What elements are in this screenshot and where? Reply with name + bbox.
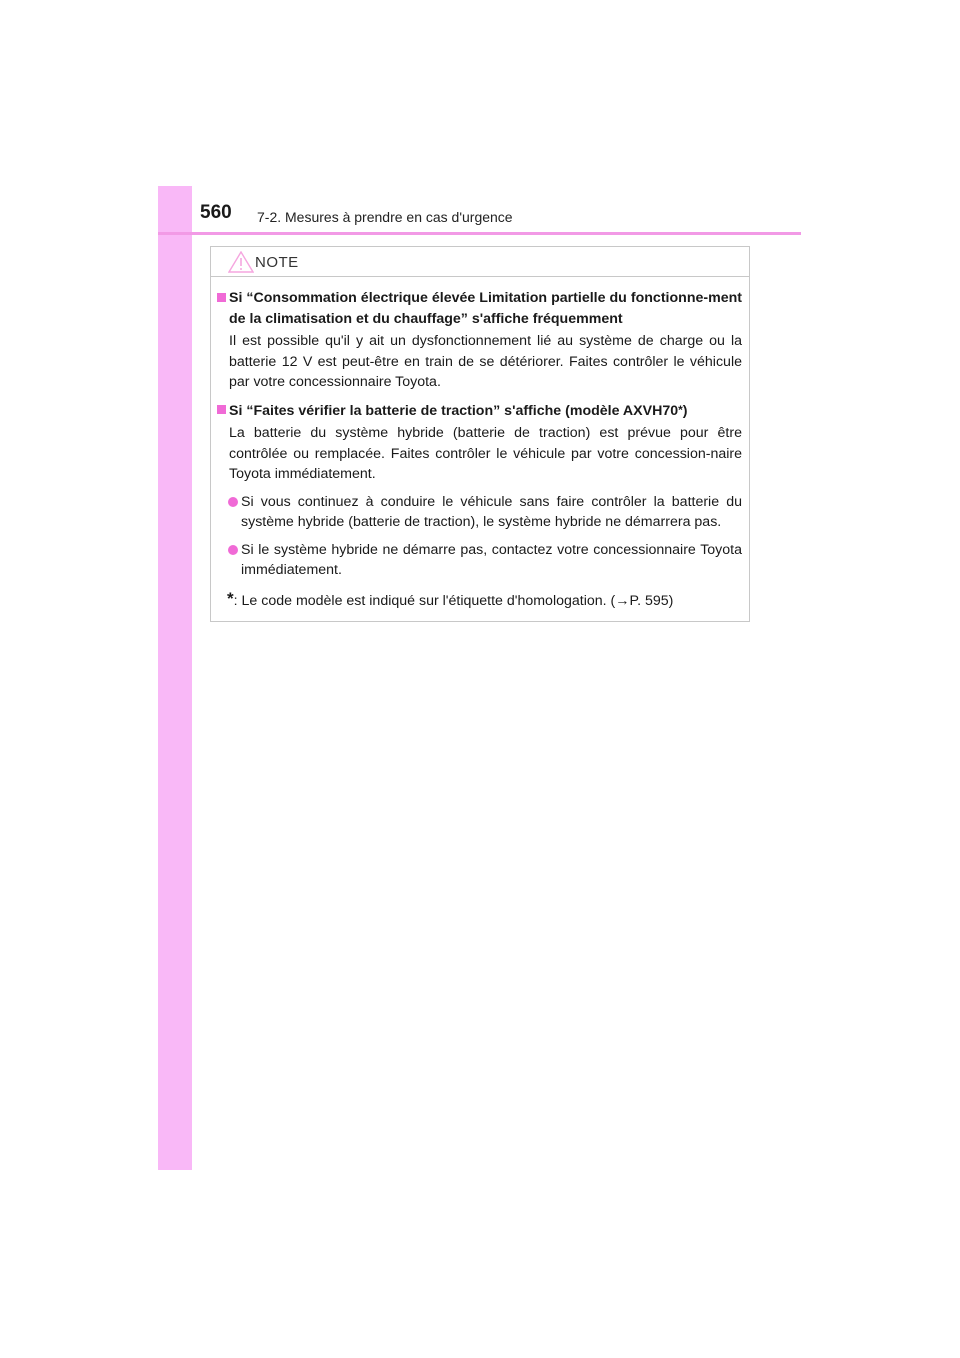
round-bullet-icon (228, 497, 238, 507)
item-heading-traction-battery (219, 400, 742, 422)
note-label: NOTE (255, 254, 299, 271)
warning-triangle-icon (228, 251, 254, 273)
section-title: 7-2. Mesures à prendre en cas d'urgence (257, 209, 513, 225)
note-box (210, 246, 750, 622)
item-paragraph: Il est possible qu'il y ait un dysfonctionnement lié au système de charge ou la batterie 12 V est peut-être en train de se détériorer. Faites contrôler le véhicule par votre concessionnaire Toyota. (229, 333, 742, 390)
item-paragraph: La batterie du système hybride (batterie de traction) est prévue pour être contrôlée ou remplacée. Faites contrôler le véhicule par votre concession-naire Toyota immédiatement. (229, 425, 742, 482)
list-item (219, 540, 742, 581)
item-heading-consumption (219, 288, 742, 329)
round-bullet-icon (228, 545, 238, 555)
square-bullet-icon (217, 293, 226, 302)
list-item-text: Si vous continuez à conduire le véhicule sans faire contrôler la batterie du système hybride (batterie de traction), le système hybride ne démarrera pas. (241, 493, 742, 530)
side-color-strip (158, 186, 192, 1170)
list-item (219, 492, 742, 533)
note-header (211, 247, 749, 277)
list-item-text: Si le système hybride ne démarre pas, contactez votre concessionnaire Toyota immédiatement. (241, 541, 742, 578)
item-heading-close: ) (682, 402, 688, 419)
item-heading-text: Si “Consommation électrique élevée Limitation partielle du fonctionne-ment de la climatisation et du chauffage” s'affiche fréquemment (229, 290, 742, 327)
footnote-text: : Le code modèle est indiqué sur l'étiquette d'homologation. (→P. 595) (233, 592, 674, 609)
page-number: 560 (200, 202, 232, 223)
note-body (211, 277, 749, 611)
footnote-star: * (227, 588, 234, 608)
footnote-marker: * (678, 402, 683, 417)
square-bullet-icon (217, 405, 226, 414)
item-heading-text: Si “Faites vérifier la batterie de traction” s'affiche (modèle AXVH70 (229, 402, 679, 419)
header-rule (158, 232, 801, 235)
footnote (219, 589, 742, 612)
